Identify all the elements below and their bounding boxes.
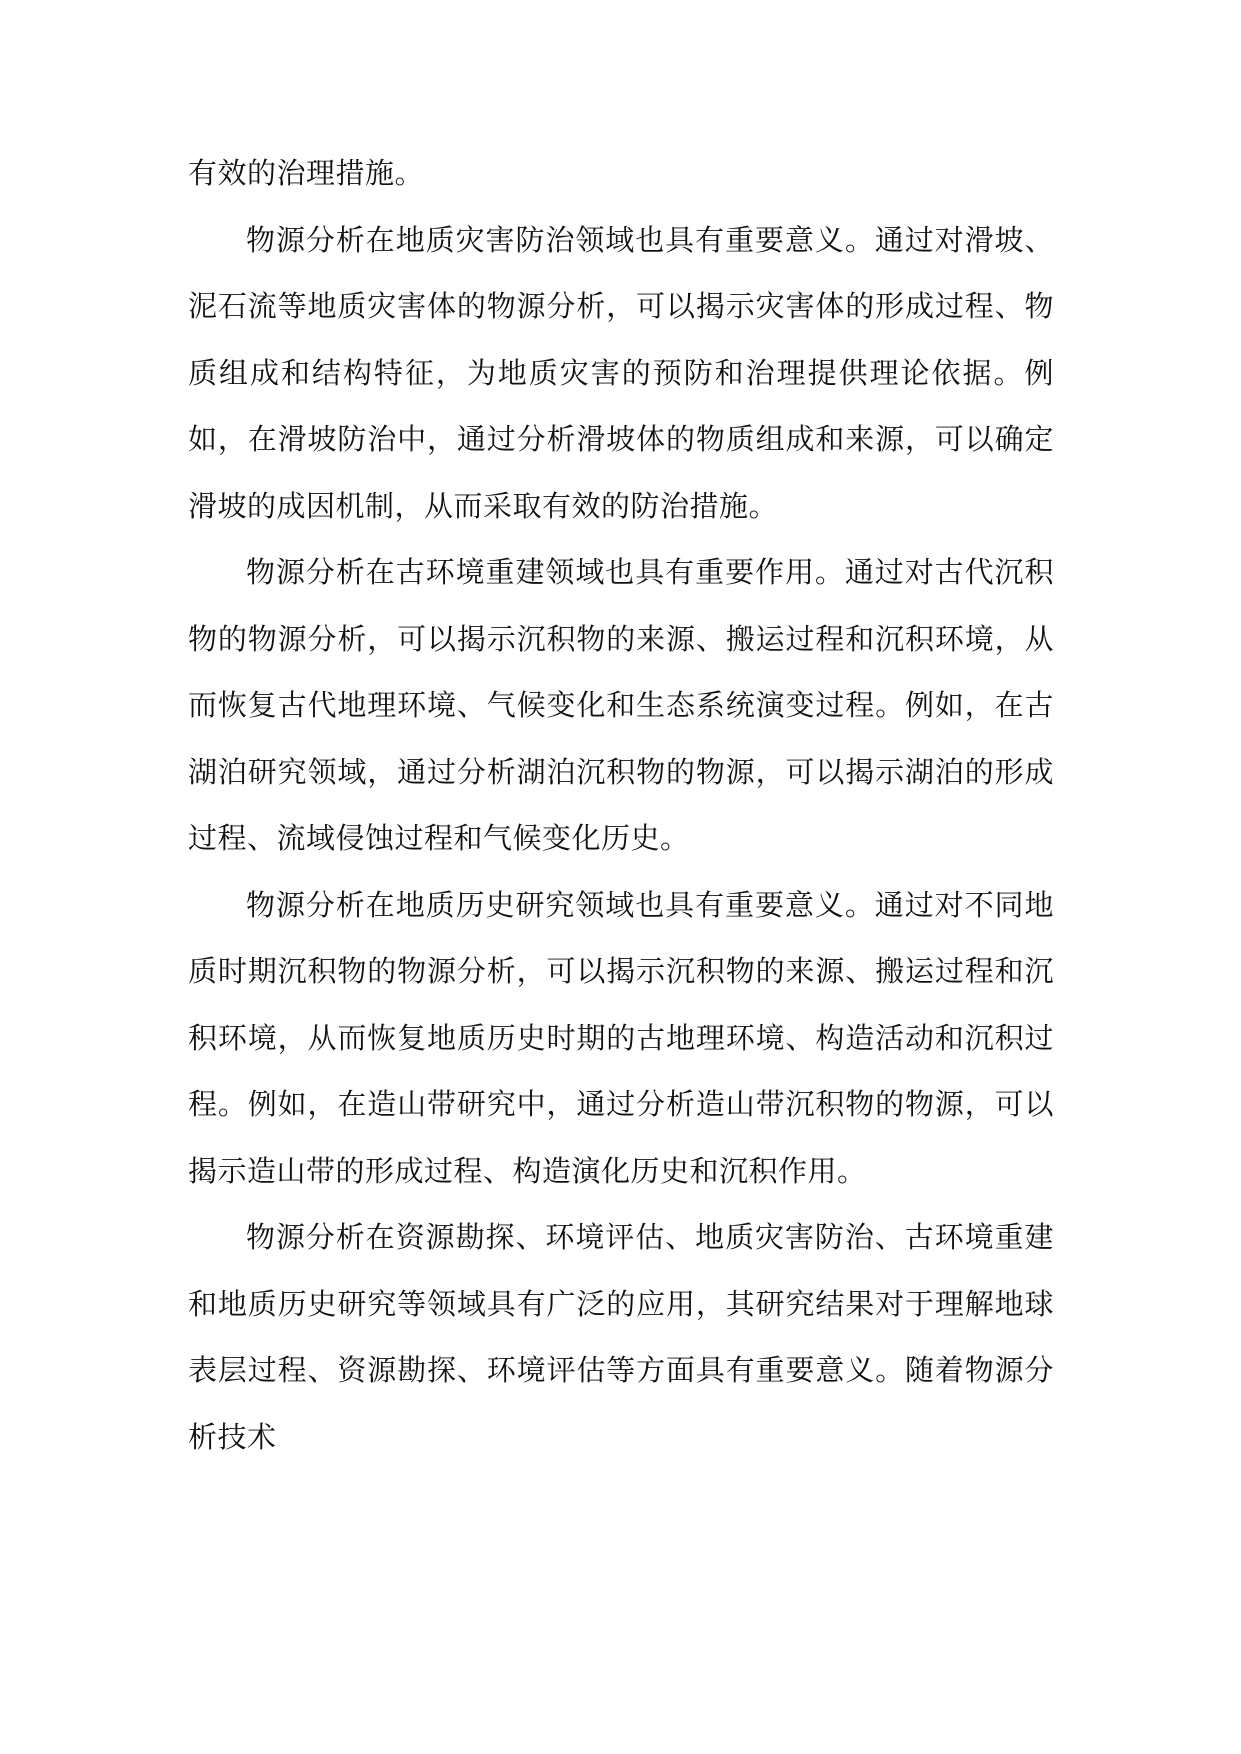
paragraph-paleoenvironment: 物源分析在古环境重建领域也具有重要作用。通过对古代沉积物的物源分析，可以揭示沉积物的来源、搬运过程和沉积环境，从而恢复古代地理环境、气候变化和生态系统演变过程。例如，在古湖泊研究领域，通过分析湖泊沉积物的物源，可以揭示湖泊的形成过程、流域侵蚀过程和气候变化历史。 [188,555,1054,855]
paragraph-continuation: 有效的治理措施。 [188,156,425,190]
paragraph-geological-history: 物源分析在地质历史研究领域也具有重要意义。通过对不同地质时期沉积物的物源分析，可以揭示沉积物的来源、搬运过程和沉积环境，从而恢复地质历史时期的古地理环境、构造活动和沉积过程。例如，在造山带研究中，通过分析造山带沉积物的物源，可以揭示造山带的形成过程、构造演化历史和沉积作用。 [188,887,1054,1188]
paragraph-summary: 物源分析在资源勘探、环境评估、地质灾害防治、古环境重建和地质历史研究等领域具有广泛的应用，其研究结果对于理解地球表层过程、资源勘探、环境评估等方面具有重要意义。随着物源分析技术 [188,1220,1054,1454]
document-body [188,140,1054,1470]
paragraph-geohazard: 物源分析在地质灾害防治领域也具有重要意义。通过对滑坡、泥石流等地质灾害体的物源分析，可以揭示灾害体的形成过程、物质组成和结构特征，为地质灾害的预防和治理提供理论依据。例如，在滑坡防治中，通过分析滑坡体的物质组成和来源，可以确定滑坡的成因机制，从而采取有效的防治措施。 [188,222,1054,523]
